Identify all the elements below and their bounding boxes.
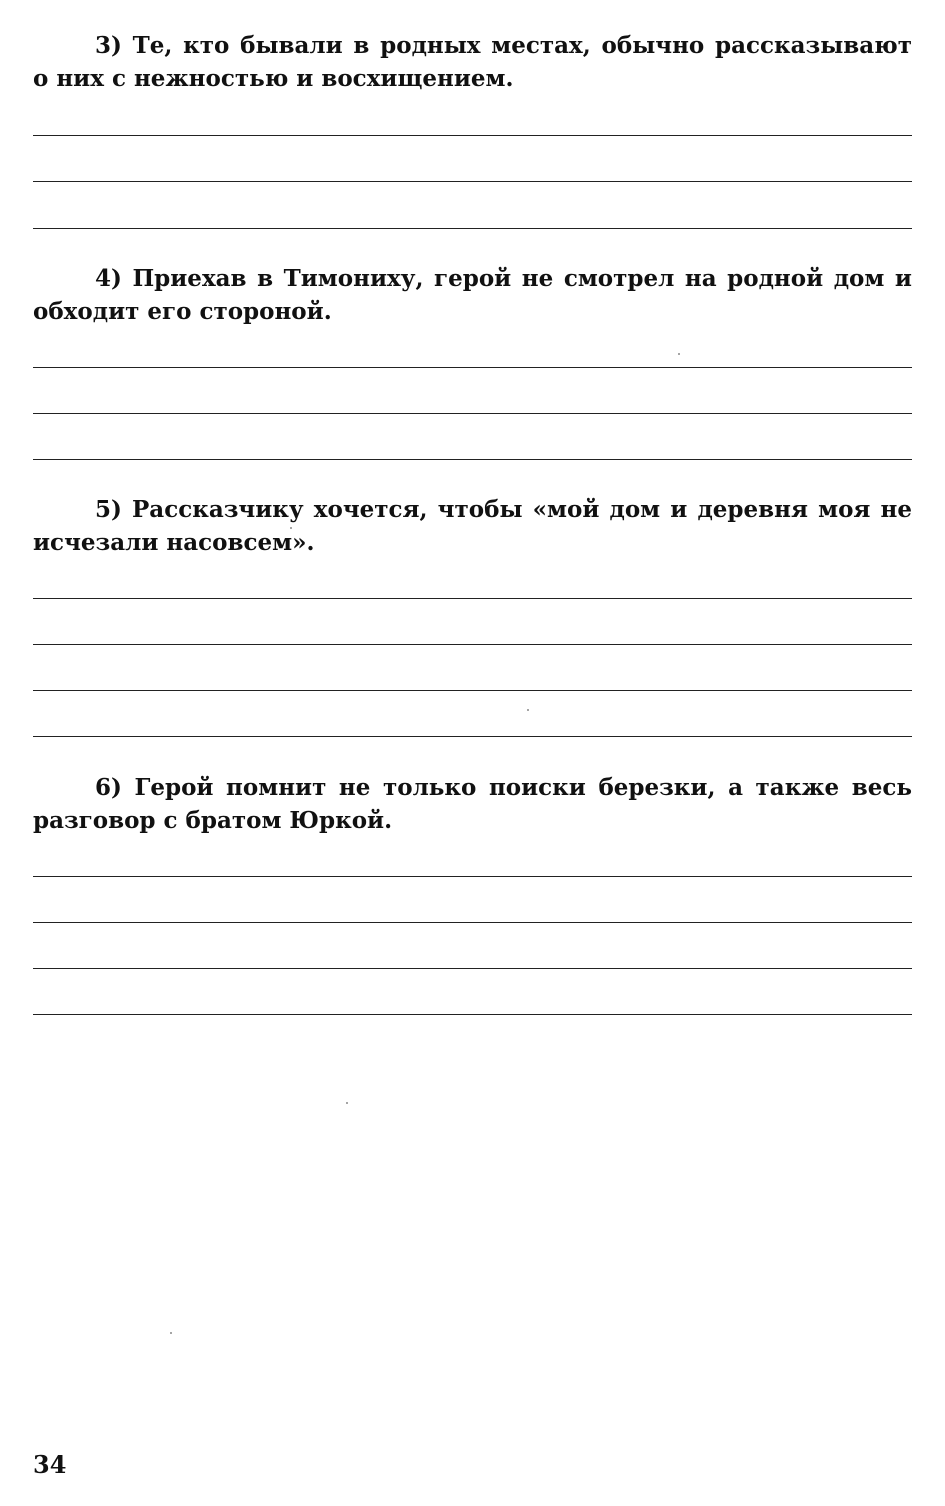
task-6-answer-line-4[interactable] [33,1014,912,1015]
scan-speck [678,353,680,355]
task-4-answer-line-3[interactable] [33,459,912,460]
task-5-answer-line-4[interactable] [33,736,912,737]
page-number: 34 [33,1450,67,1479]
task-4-text: 4) Приехав в Тимониху, герой не смотрел на родной дом и обходит его стороной. [33,265,912,325]
task-3-answer-line-1[interactable] [33,135,912,136]
task-3-answer-line-3[interactable] [33,228,912,229]
task-5-answer-line-2[interactable] [33,644,912,645]
scan-speck [346,1102,348,1104]
task-5-text: 5) Рассказчику хочется, чтобы «мой дом и деревня моя не исчезали насовсем». [33,496,912,556]
task-6-answer-line-1[interactable] [33,876,912,877]
task-6-answer-line-3[interactable] [33,968,912,969]
task-5 [33,493,912,559]
task-6 [33,771,912,837]
scan-speck [527,709,529,711]
task-5-answer-line-1[interactable] [33,598,912,599]
task-3-text: 3) Те, кто бывали в родных местах, обычно рассказывают о них с нежностью и восхищением. [33,32,912,92]
task-4-answer-line-2[interactable] [33,413,912,414]
scan-speck [290,527,292,529]
task-4 [33,262,912,328]
task-6-answer-line-2[interactable] [33,922,912,923]
task-4-answer-line-1[interactable] [33,367,912,368]
task-5-answer-line-3[interactable] [33,690,912,691]
task-6-text: 6) Герой помнит не только поиски березки, а также весь разговор с братом Юркой. [33,774,912,834]
task-3-answer-line-2[interactable] [33,181,912,182]
task-3 [33,29,912,95]
scan-speck [170,1332,172,1334]
